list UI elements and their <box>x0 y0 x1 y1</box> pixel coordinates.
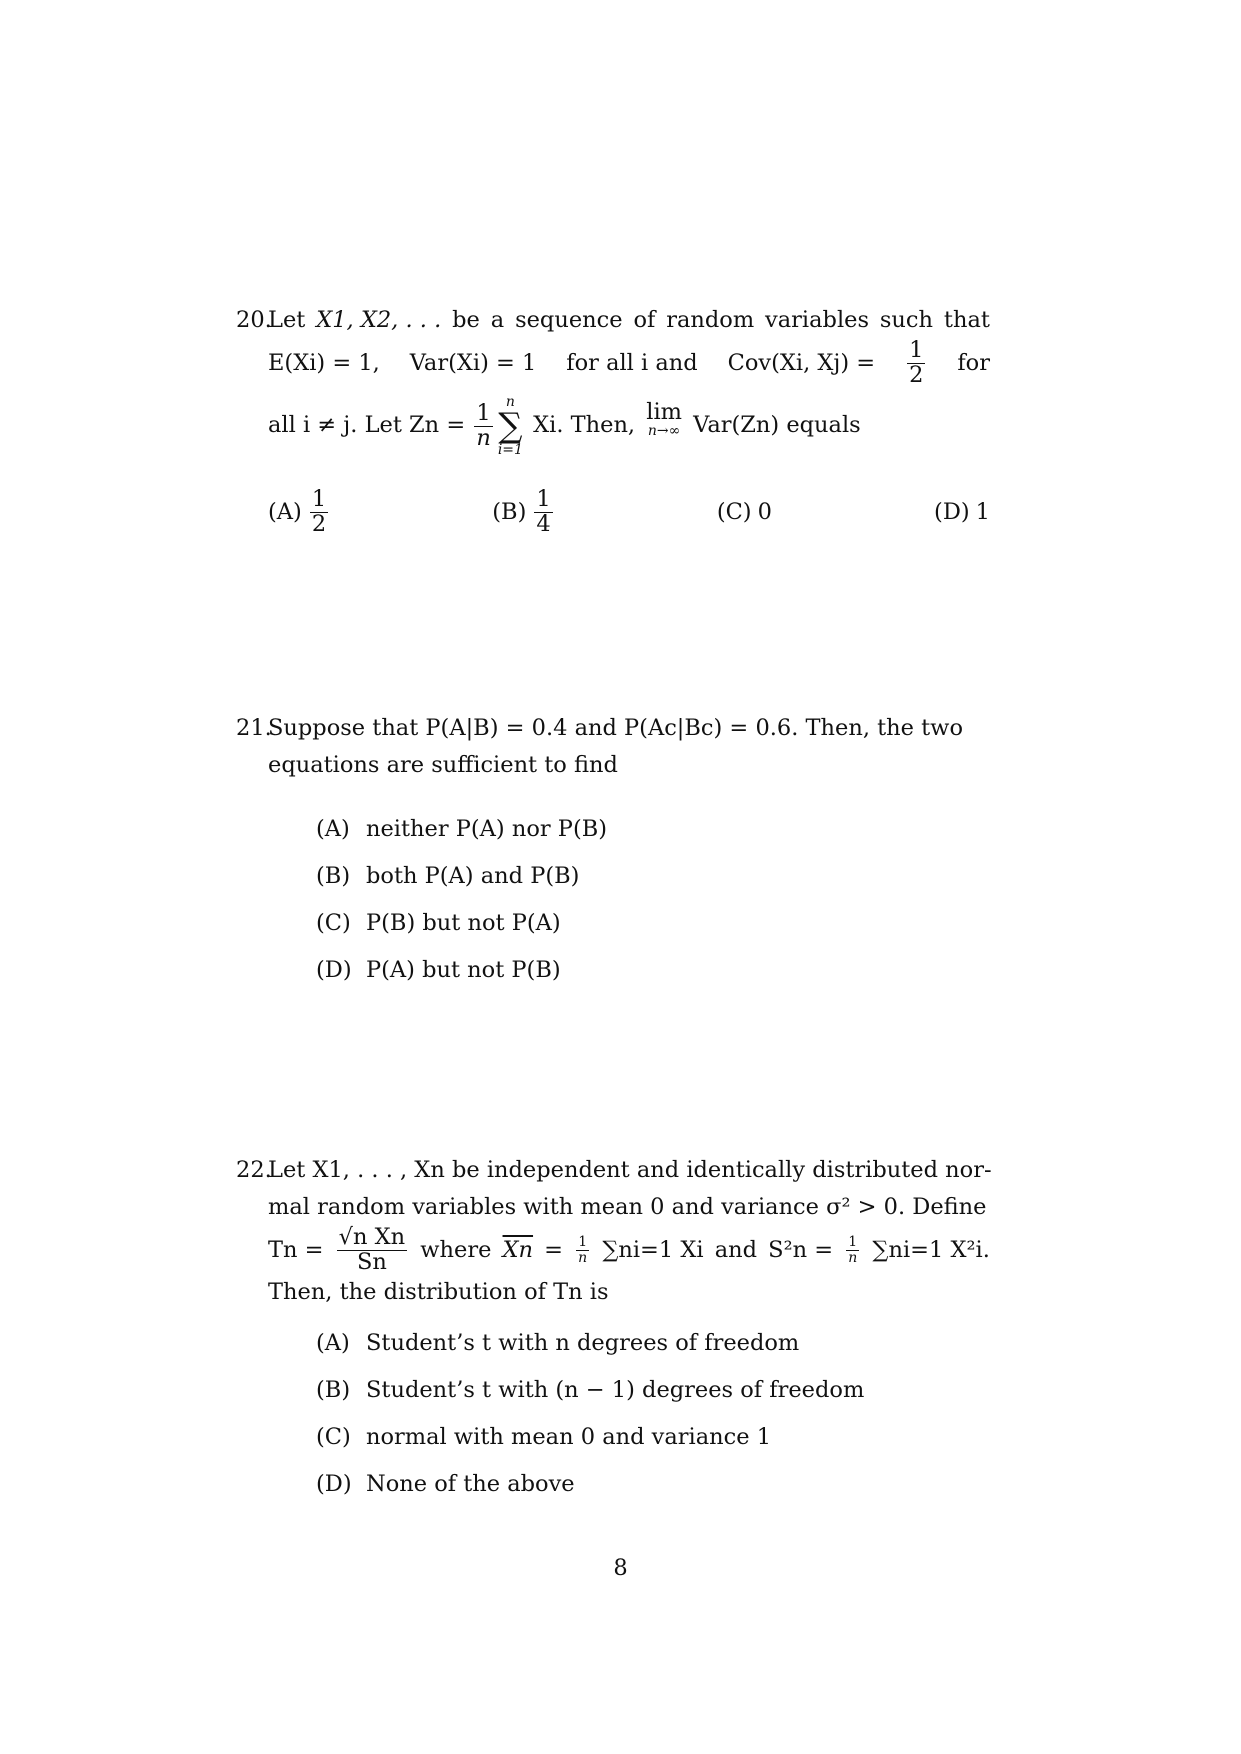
limit-operator: lim n→∞ <box>646 399 682 439</box>
question-21-options <box>316 806 607 994</box>
option-b[interactable]: (B) Student’s t with (n − 1) degrees of freedom <box>316 1377 865 1403</box>
option-a[interactable]: (A) 1 2 <box>268 486 327 537</box>
option-a[interactable]: (A) Student’s t with n degrees of freedom <box>316 1330 800 1356</box>
fraction: $\frac{1}{n}$ <box>476 400 491 451</box>
fraction: $\frac{1}{n}$ <box>848 1233 858 1266</box>
page-number: 8 <box>613 1555 628 1581</box>
question-20-line-3: all i ≠ j. Let Zn = $\frac{1}{n}$ n ∑ i=1 Xi. Then, lim n→∞ Var(Zn) equals <box>268 394 861 459</box>
option-b[interactable]: (B) both P(A) and P(B) <box>316 863 580 889</box>
fraction: $\frac{1}{n}$ <box>578 1233 588 1266</box>
question-22 <box>236 1152 992 1311</box>
question-21-line-1: Suppose that P(A|B) = 0.4 and P(Ac|Bc) = 0.6. Then, the two <box>268 715 963 741</box>
question-20 <box>236 302 990 459</box>
question-20-options <box>268 488 990 536</box>
option-d[interactable]: (D) 1 <box>934 499 990 526</box>
question-number: 22. <box>236 1157 272 1183</box>
option-b[interactable]: (B) 1 4 <box>492 486 551 537</box>
fraction: $\frac{1}{2}$ <box>909 337 924 388</box>
fraction: $\frac{\text{√n Xn}}{Sn}$ <box>338 1224 406 1275</box>
option-c[interactable]: (C) normal with mean 0 and variance 1 <box>316 1424 772 1450</box>
fraction: 1 2 <box>311 486 327 537</box>
question-22-options <box>316 1320 864 1508</box>
question-22-line-2: mal random variables with mean 0 and variance σ² > 0. Define <box>268 1194 987 1220</box>
summation: n ∑ i=1 <box>497 394 523 459</box>
question-number: 21. <box>236 715 272 741</box>
option-c[interactable]: (C) P(B) but not P(A) <box>316 910 561 936</box>
fraction: 1 4 <box>536 486 551 537</box>
question-22-line-1: Let X1, . . . , Xn be independent and identically distributed nor- <box>268 1157 992 1183</box>
option-d[interactable]: (D) None of the above <box>316 1471 575 1497</box>
question-20-line-2: E(Xi) = 1, Var(Xi) = 1 for all i and Cov(Xi, Xj) = $\frac{1}{2}$ for <box>268 337 990 388</box>
question-20-line-1: Let X1, X2, . . . be a sequence of random variables such that <box>268 307 990 333</box>
option-c[interactable]: (C) 0 <box>716 499 772 526</box>
option-a[interactable]: (A) neither P(A) nor P(B) <box>316 816 608 842</box>
question-21 <box>236 710 990 784</box>
option-d[interactable]: (D) P(A) but not P(B) <box>316 957 561 983</box>
question-22-line-3: Tn = $\frac{\text{√n Xn}}{Sn}$ where $\overline{Xn}$ = $\frac{1}{n}$ ∑ni=1 Xi and S²n = $\frac{1}{n}$ ∑ni=1 X²i. <box>268 1224 990 1275</box>
question-number: 20. <box>236 307 272 333</box>
question-22-line-4: Then, the distribution of Tn is <box>268 1279 609 1306</box>
question-21-line-2: equations are sufficient to find <box>268 752 618 778</box>
